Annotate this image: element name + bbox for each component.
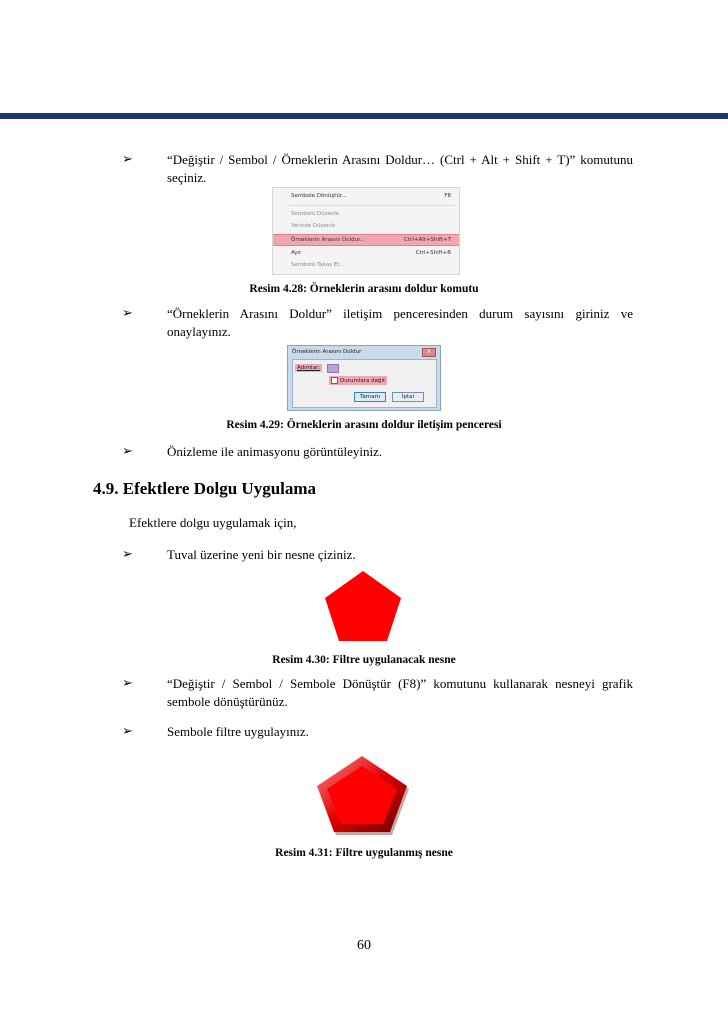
menu-item-edit-in-place [273,221,459,231]
dialog-body [292,359,437,408]
menu-item-label: Örneklerin Arasını Doldur... [291,237,366,243]
steps-label: Adımlar: [297,365,320,371]
section-intro: Efektlere dolgu uygulamak için, [129,515,297,530]
header-bar [0,113,728,119]
menu-item-edit-symbol [273,209,459,219]
menu-item-label: Sembolü Takas Et... [291,262,345,268]
distribute-checkbox-row [329,376,387,385]
menu-item-shortcut: Ctrl+Alt+Shift+T [404,237,451,243]
bullet-text: “Örneklerin Arasını Doldur” iletişim penceresinden durum sayısını giriniz ve onaylayınız. [167,306,633,339]
bullet-marker: ➢ [122,152,133,167]
menu-item-break-apart [273,248,459,258]
distribute-label: Durumlara dağıt [340,378,386,384]
bullet-marker: ➢ [122,444,133,459]
close-icon: X [422,348,436,357]
menu-item-label: Sembolü Düzenle [291,211,340,217]
cancel-button: İptal [392,392,424,402]
bullet-marker: ➢ [122,676,133,691]
menu-separator [289,205,455,206]
bullet-marker: ➢ [122,306,133,321]
figure-caption: Resim 4.31: Filtre uygulanmış nesne [275,847,453,859]
ok-button: Tamam [354,392,386,402]
pentagon-shape [322,568,404,644]
bullet-text: “Değiştir / Sembol / Örneklerin Arasını Doldur… (Ctrl + Alt + Shift + T)” komutunu seçiniz. [167,152,633,185]
menu-item-distribute [273,234,459,246]
bullet-text: “Değiştir / Sembol / Sembole Dönüştür (F8)” komutunu kullanarak nesneyi grafik sembole dönüştürünüz. [167,676,633,709]
bullet-text: Tuval üzerine yeni bir nesne çiziniz. [167,547,356,562]
figure-caption: Resim 4.30: Filtre uygulanacak nesne [272,654,456,666]
bullet-text: Önizleme ile animasyonu görüntüleyiniz. [167,444,383,459]
filtered-pentagon-shape [312,752,412,836]
figure-caption: Resim 4.29: Örneklerin arasını doldur iletişim penceresi [226,419,502,431]
menu-item-swap-symbol [273,260,459,270]
page-number: 60 [357,938,371,953]
menu-item-shortcut: Ctrl+Shift+B [415,250,451,256]
menu-item-label: Yerinde Düzenle [291,223,336,229]
bullet-text: Sembole filtre uygulayınız. [167,724,309,739]
dialog-screenshot [287,345,441,411]
bullet-marker: ➢ [122,724,133,739]
checkbox-icon [331,377,338,384]
figure-caption: Resim 4.28: Örneklerin arasını doldur komutu [249,283,479,295]
section-heading: 4.9. Efektlere Dolgu Uygulama [93,479,317,498]
menu-item-label: Sembole Dönüştür... [291,193,347,199]
dialog-title: Örneklerin Arasını Doldur [292,349,362,355]
steps-input [327,364,339,373]
menu-item-label: Ayır [291,250,302,256]
menu-item-convert-to-symbol [273,191,459,201]
menu-item-shortcut: F8 [444,193,451,199]
context-menu-screenshot [272,187,460,275]
bullet-marker: ➢ [122,547,133,562]
